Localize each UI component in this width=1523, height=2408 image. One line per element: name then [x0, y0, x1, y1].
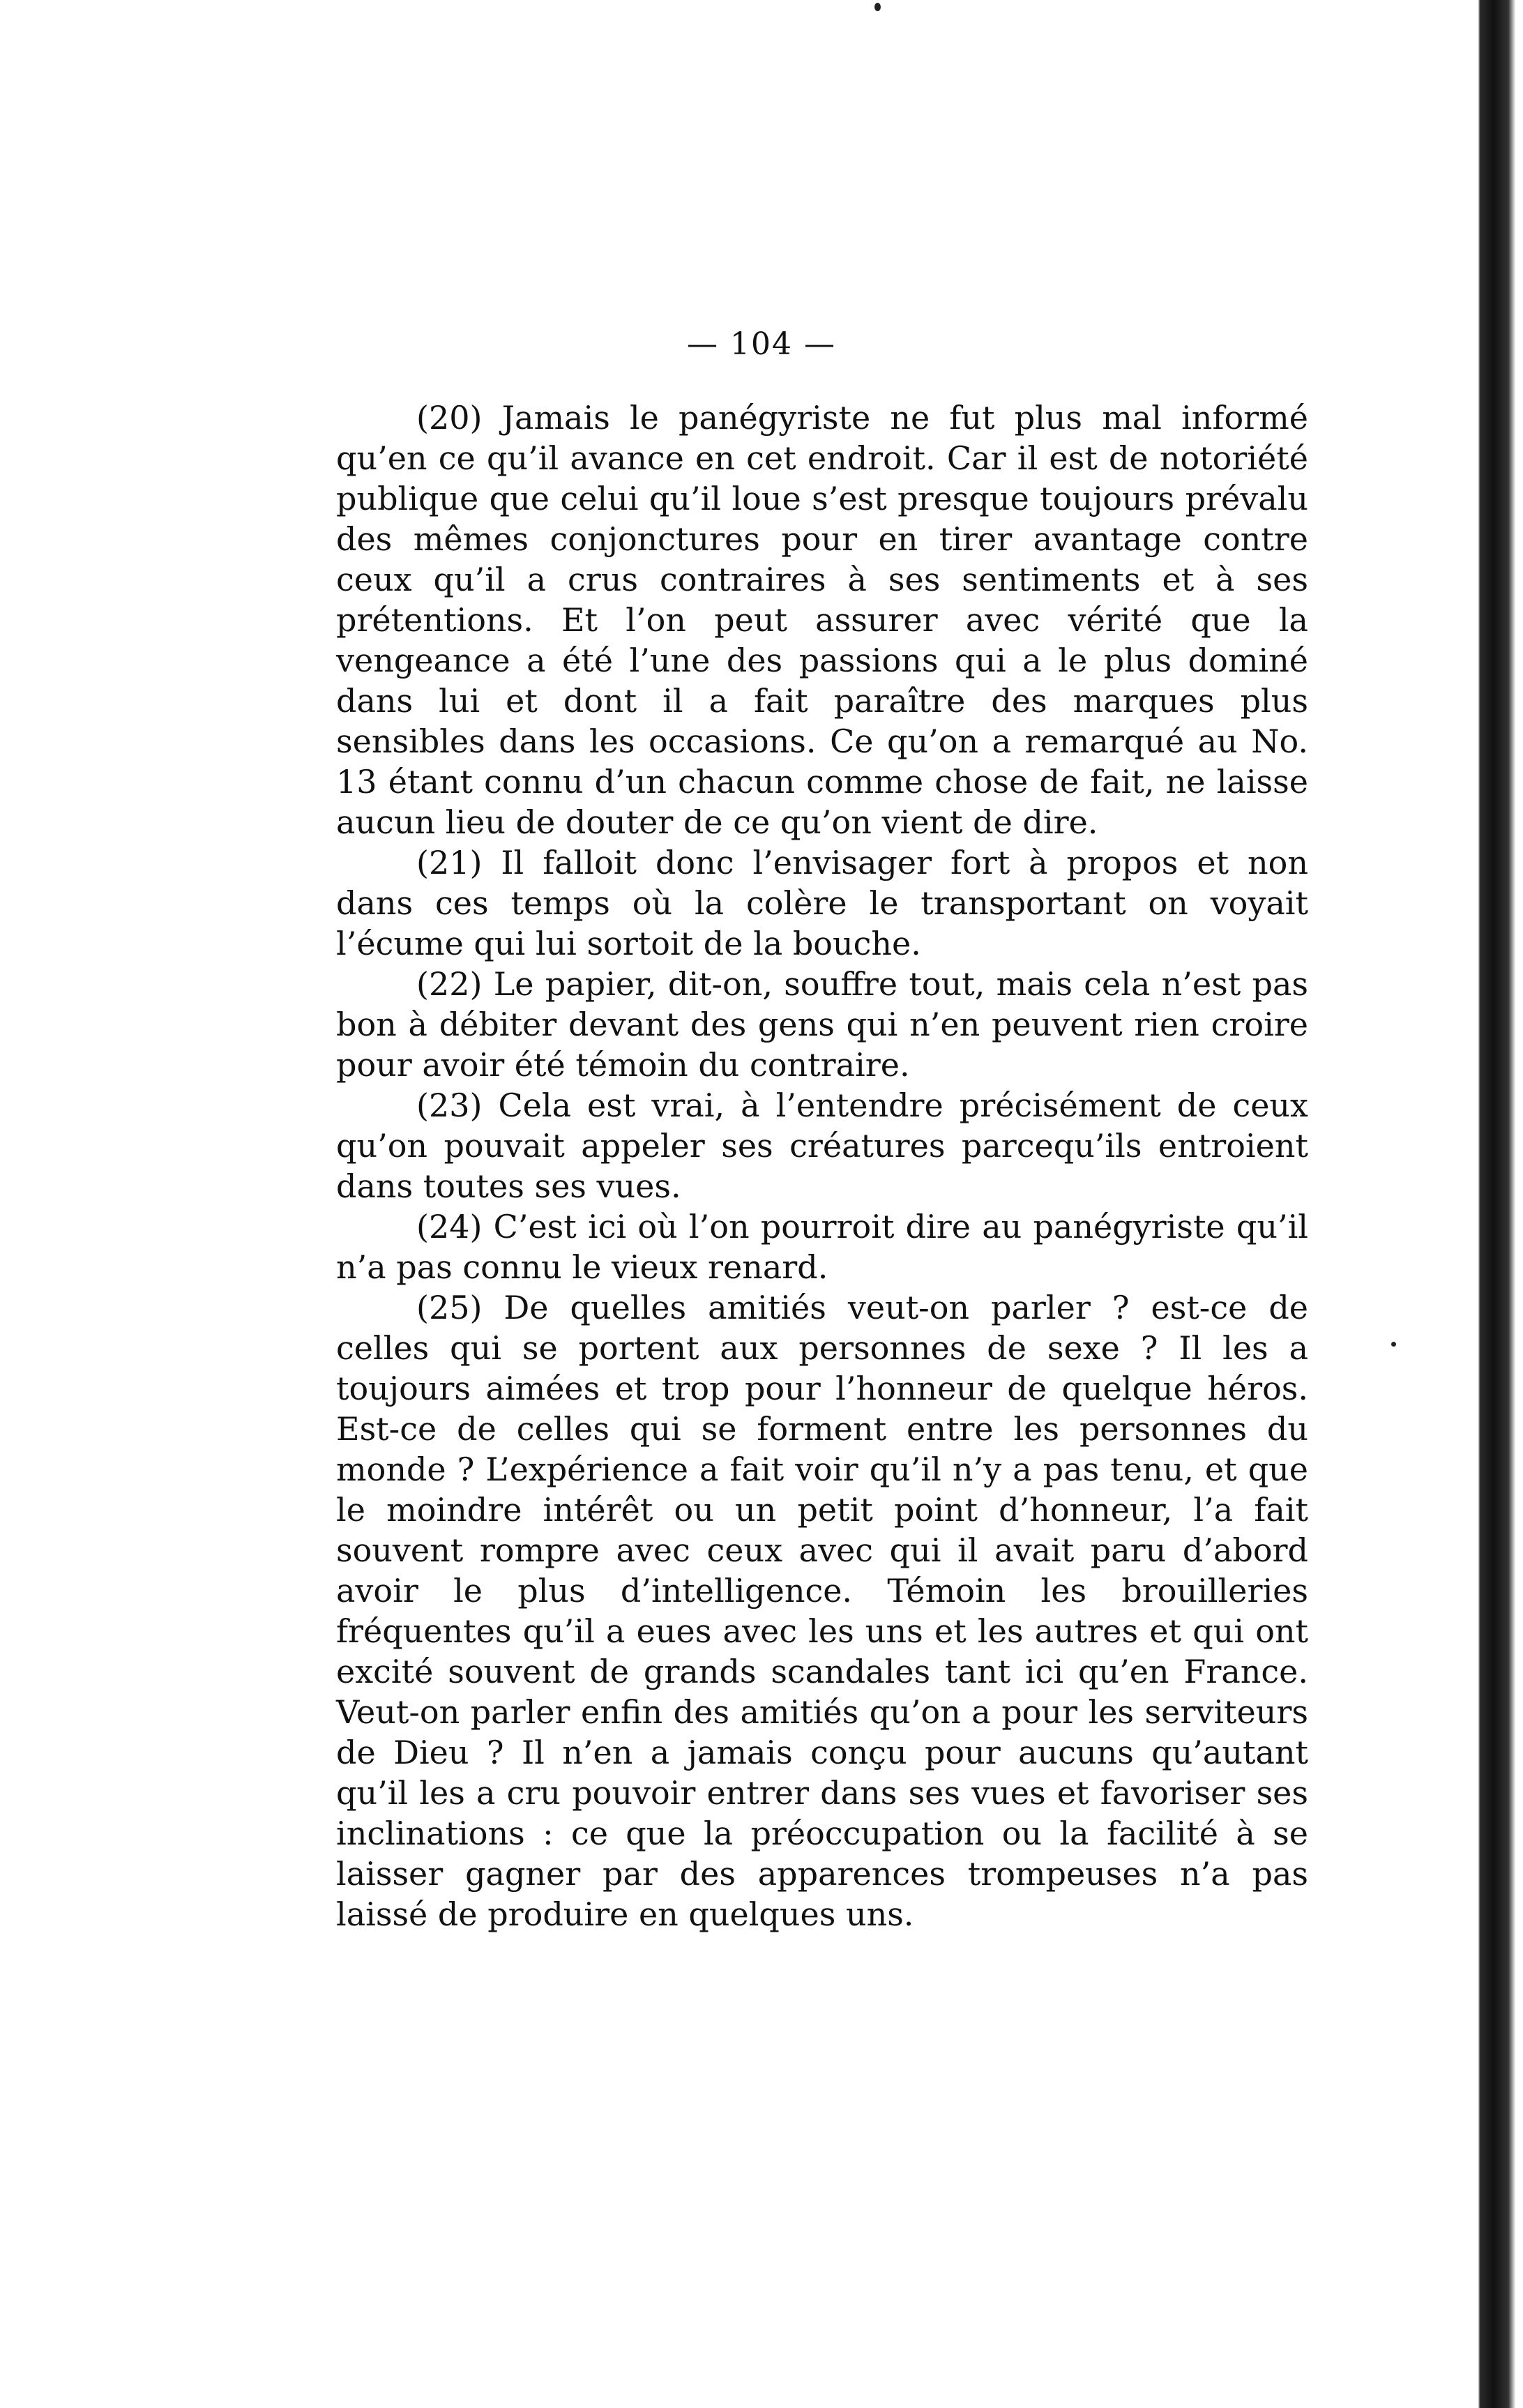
paragraph-note-23: (23) Cela est vrai, à l’entendre précisément de ceux qu’on pouvait appeler ses créatures parcequ’ils entroient dans toutes ses vues. [336, 1086, 1308, 1205]
paragraph-note-25: (25) De quelles amitiés veut-on parler ? est-ce de celles qui se portent aux personnes de sexe ? Il les a toujours aimées et trop pour l’honneur de quelque héros. Est-ce de celles qui se forment entre les personnes du monde ? L’expérience a fait voir qu’il n’y a pas tenu, et que le moindre intérêt ou un petit point d’honneur, l’a fait souvent rompre avec ceux avec qui il avait paru d’abord avoir le plus d’intelligence. Témoin les brouilleries fréquentes qu’il a eues avec les uns et les autres et qui ont excité souvent de grands scandales tant ici qu’en France. Veut-on parler enfin des amitiés qu’on a pour les serviteurs de Dieu ? Il n’en a jamais conçu pour aucuns qu’autant qu’il les a cru pouvoir entrer dans ses vues et favoriser ses inclinations : ce que la préoccupation ou la facilité à se laisser gagner par des apparences trompeuses n’a pas laissé de produire en quelques uns. [336, 1289, 1308, 1933]
ink-speck [874, 3, 881, 11]
ink-speck [1391, 1342, 1396, 1347]
paragraph-note-21: (21) Il falloit donc l’envisager fort à propos et non dans ces temps où la colère le transportant on voyait l’écume qui lui sortoit de la bouche. [336, 844, 1308, 962]
paragraph-note-22: (22) Le papier, dit-on, souffre tout, mais cela n’est pas bon à débiter devant des gens qui n’en peuvent rien croire pour avoir été témoin du contraire. [336, 965, 1308, 1084]
body-text [336, 397, 1308, 1934]
paragraph-note-20: (20) Jamais le panégyriste ne fut plus mal informé qu’en ce qu’il avance en cet endroit. Car il est de notoriété publique que celui qu’il loue s’est presque toujours prévalu des mêmes conjonctures pour en tirer avantage contre ceux qu’il a crus contraires à ses sentiments et à ses prétentions. Et l’on peut assurer avec vérité que la vengeance a été l’une des passions qui a le plus dominé dans lui et dont il a fait paraître des marques plus sensibles dans les occasions. Ce qu’on a remarqué au No. 13 étant connu d’un chacun comme chose de fait, ne laisse aucun lieu de douter de ce qu’on vient de dire. [336, 399, 1308, 841]
page-number: — 104 — [687, 326, 836, 362]
paragraph-note-24: (24) C’est ici où l’on pourroit dire au panégyriste qu’il n’a pas connu le vieux renard. [336, 1208, 1308, 1286]
